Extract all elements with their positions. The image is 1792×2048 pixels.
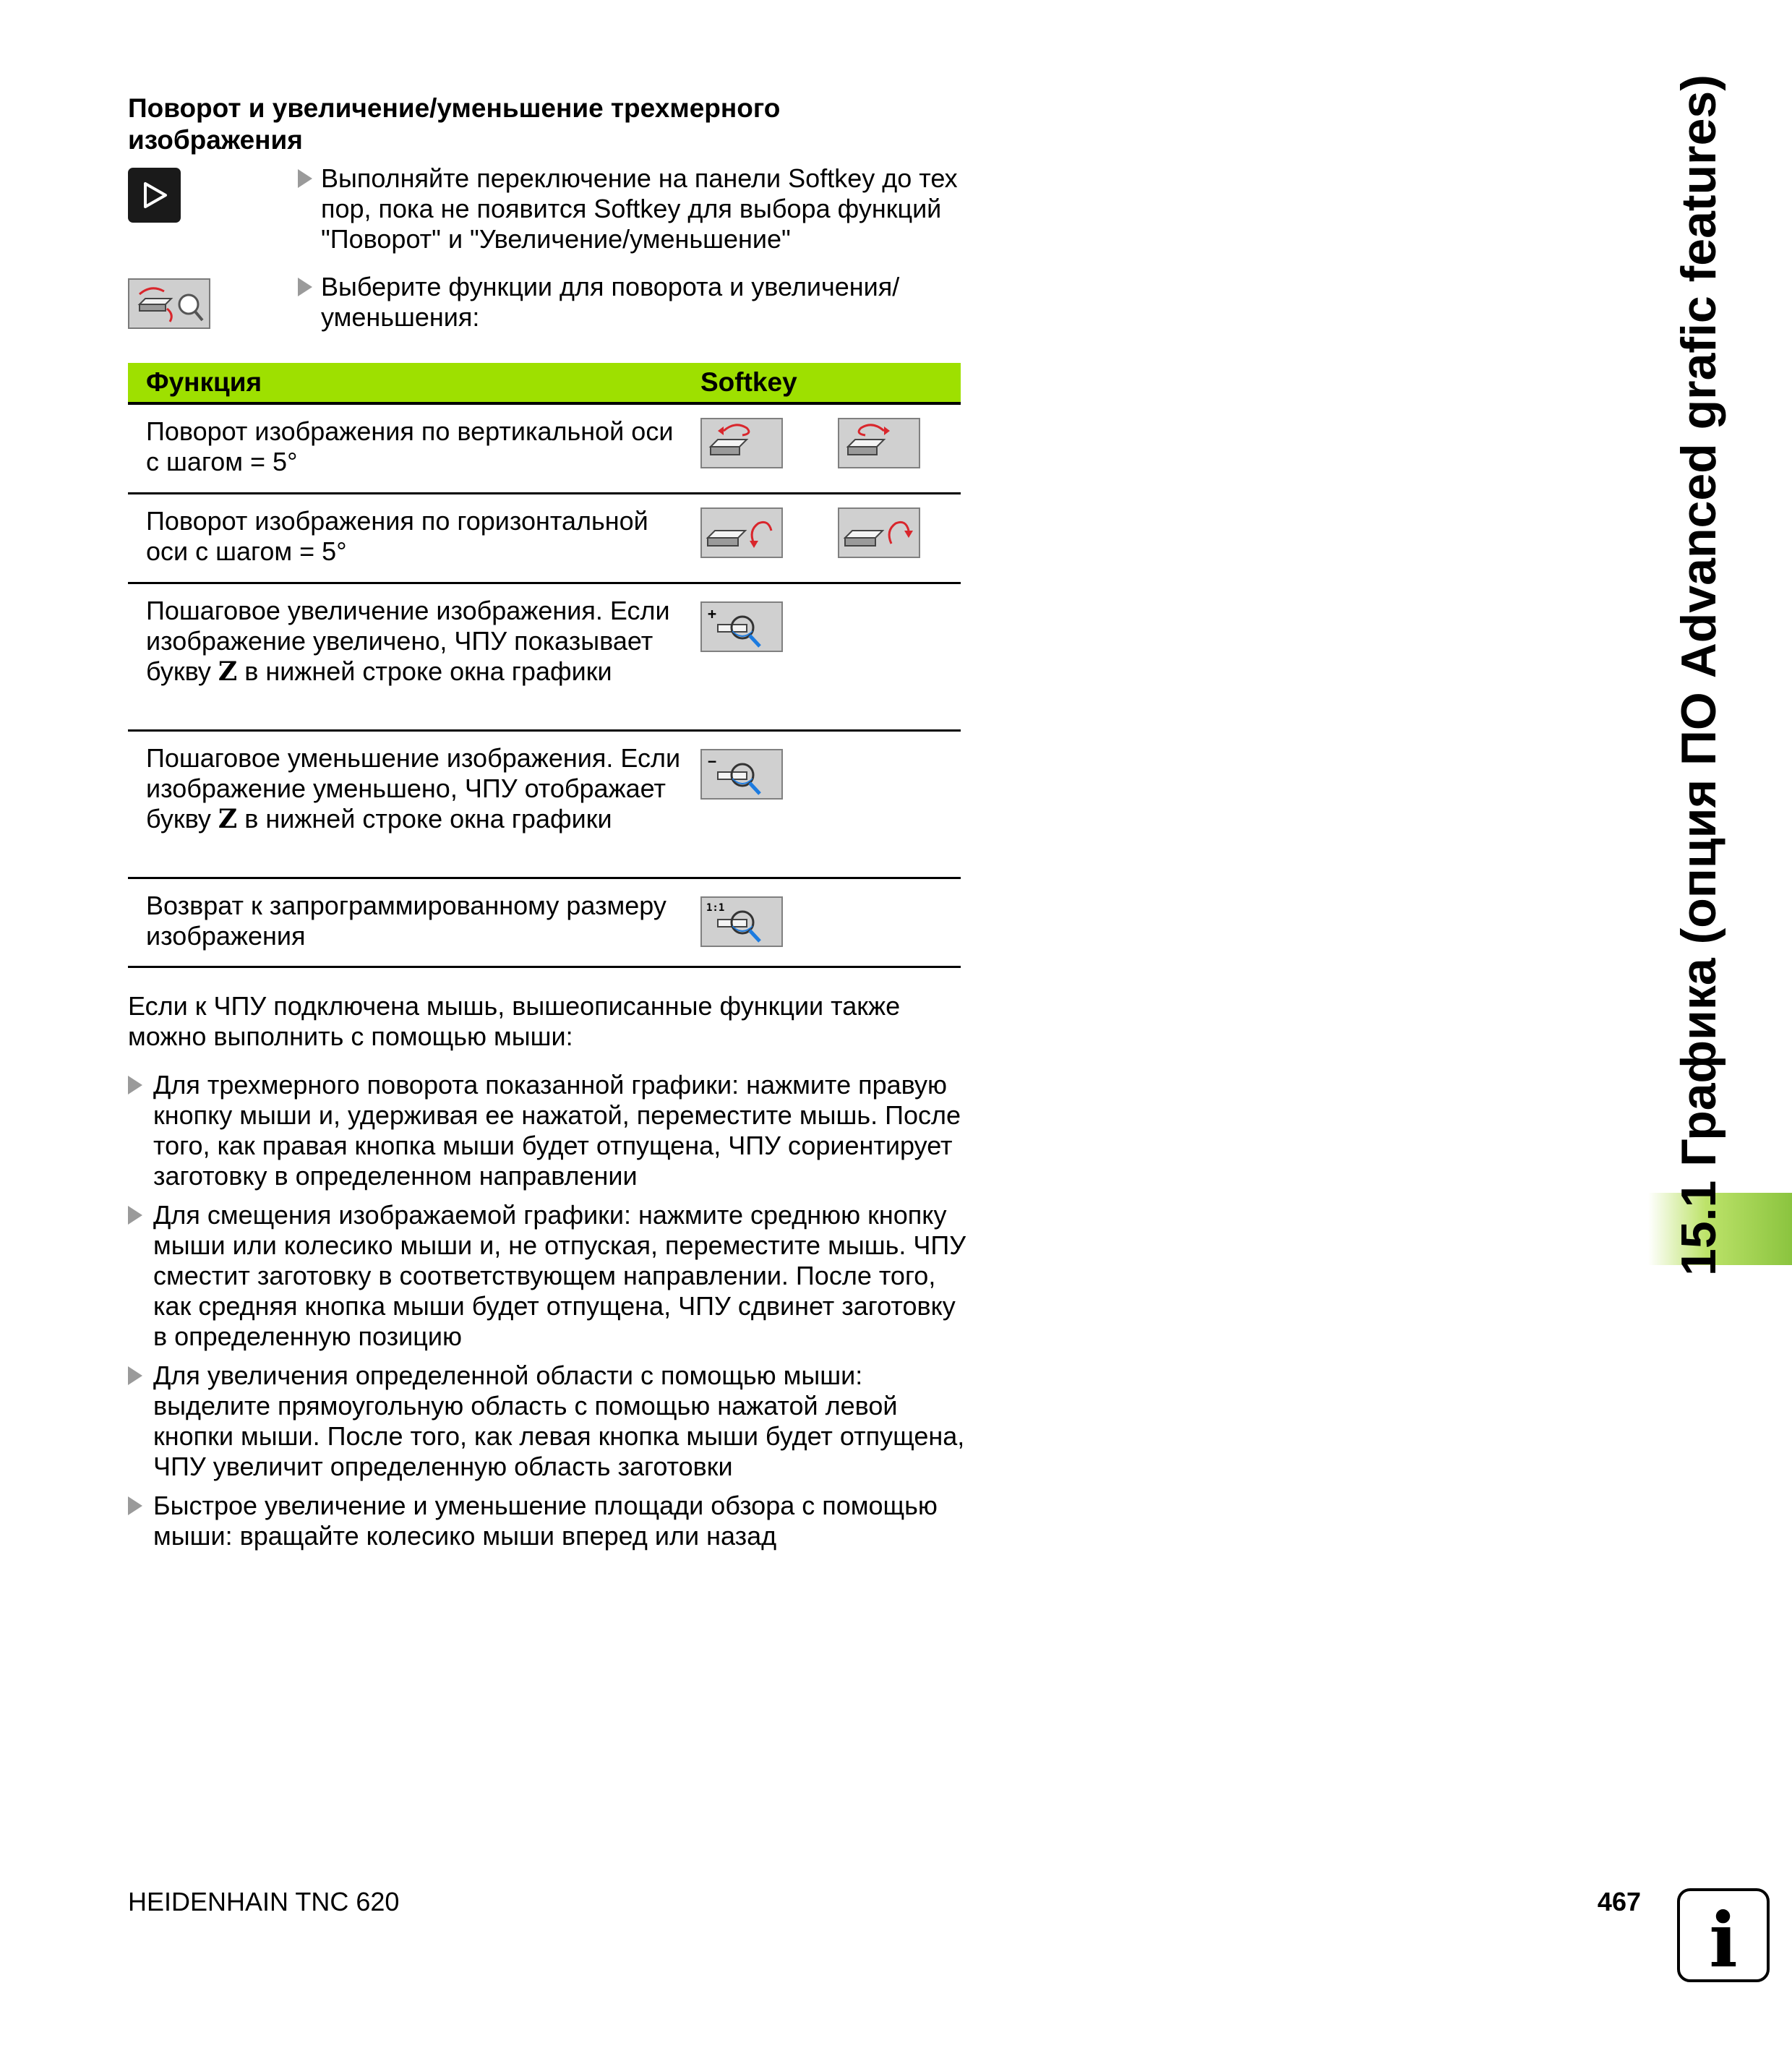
row-description	[146, 596, 688, 687]
row-description	[146, 743, 688, 834]
table-row	[128, 584, 961, 732]
header-softkey: Softkey	[700, 367, 797, 397]
letter-z: Z	[218, 804, 238, 834]
row-text-before: Пошаговое уменьшение изображения. Если изображение уменьшено, ЧПУ отображает букву	[146, 743, 681, 834]
next-softkey-row-icon[interactable]	[128, 168, 181, 223]
bullet-text: Быстрое увеличение и уменьшение площади обзора с помощью мыши: вращайте колесико мыши вперед или назад	[153, 1491, 938, 1551]
chapter-title: 15.1 Графика (опция ПО Advanced grafic features)	[1671, 74, 1726, 1276]
row-description: Поворот изображения по горизонтальной оси с шагом = 5°	[146, 506, 648, 566]
list-item	[128, 1491, 966, 1551]
arrow-triangle-icon	[128, 1496, 142, 1515]
rotate-horizontal-down-softkey[interactable]	[700, 507, 783, 558]
rotate-zoom-icon[interactable]	[128, 278, 210, 329]
function-table	[128, 363, 961, 968]
page-number: 467	[1597, 1887, 1641, 1916]
row-text-after: в нижней строке окна графики	[237, 804, 612, 834]
arrow-triangle-icon	[128, 1206, 142, 1225]
step-text: Выберите функции для поворота и увеличения/уменьшения:	[321, 272, 900, 332]
list-item	[128, 1361, 966, 1482]
info-icon	[1677, 1888, 1770, 1982]
zoom-in-label: +	[708, 605, 717, 622]
footer-product: HEIDENHAIN TNC 620	[128, 1887, 400, 1916]
table-row	[128, 732, 961, 879]
row-text-before: Пошаговое увеличение изображения. Если изображение увеличено, ЧПУ показывает букву	[146, 596, 670, 686]
step-text: Выполняйте переключение на панели Softkey до тех пор, пока не появится Softkey для выбора функций "Поворот" и "Увеличение/уменьшение"	[321, 163, 958, 254]
arrow-triangle-icon	[128, 1366, 142, 1385]
row-text-after: в нижней строке окна графики	[237, 656, 612, 686]
row-description: Возврат к запрограммированному размеру изображения	[146, 891, 666, 951]
table-row	[128, 879, 961, 968]
zoom-in-softkey[interactable]	[700, 601, 783, 652]
arrow-triangle-icon	[298, 278, 312, 296]
letter-z: Z	[218, 656, 238, 687]
arrow-triangle-icon	[128, 1076, 142, 1094]
zoom-out-softkey[interactable]	[700, 749, 783, 800]
zoom-reset-label: 1:1	[706, 902, 725, 914]
rotate-vertical-left-softkey[interactable]	[700, 418, 783, 468]
rotate-vertical-right-softkey[interactable]	[838, 418, 920, 468]
arrow-triangle-icon	[298, 169, 312, 188]
bullet-text: Для смещения изображаемой графики: нажмите среднюю кнопку мыши или колесико мыши и, не отпуская, переместите мышь. ЧПУ сместит заготовку в соответствующем направлении. После того, как средняя кнопка мыши будет отпущена, ЧПУ сдвинет заготовку в определенную позицию	[153, 1200, 966, 1351]
zoom-out-label: −	[708, 753, 717, 770]
row-description: Поворот изображения по вертикальной оси с шагом = 5°	[146, 416, 674, 476]
mouse-intro: Если к ЧПУ подключена мышь, вышеописанные функции также можно выполнить с помощью мыши:	[128, 991, 901, 1051]
step-item	[298, 272, 963, 333]
table-row	[128, 405, 961, 494]
rotate-horizontal-up-softkey[interactable]	[838, 507, 920, 558]
list-item	[128, 1070, 966, 1191]
step-item	[298, 163, 963, 254]
table-header	[128, 363, 961, 405]
bullet-text: Для трехмерного поворота показанной графики: нажмите правую кнопку мыши и, удерживая ее нажатой, переместите мышь. После того, как правая кнопка мыши будет отпущена, ЧПУ сориентирует заготовку в определенном направлении	[153, 1070, 961, 1191]
mouse-bullet-list	[128, 1070, 966, 1560]
bullet-text: Для увеличения определенной области с помощью мыши: выделите прямоугольную область с помощью нажатой левой кнопки мыши. После того, как левая кнопка мыши будет отпущена, ЧПУ увеличит определенную область заготовки	[153, 1361, 965, 1481]
list-item	[128, 1200, 966, 1352]
table-row	[128, 494, 961, 584]
info-letter: i	[1709, 1895, 1738, 1979]
zoom-reset-softkey[interactable]	[700, 896, 783, 947]
section-heading: Поворот и увеличение/уменьшение трехмерного изображения	[128, 93, 781, 155]
header-function: Функция	[146, 367, 262, 397]
